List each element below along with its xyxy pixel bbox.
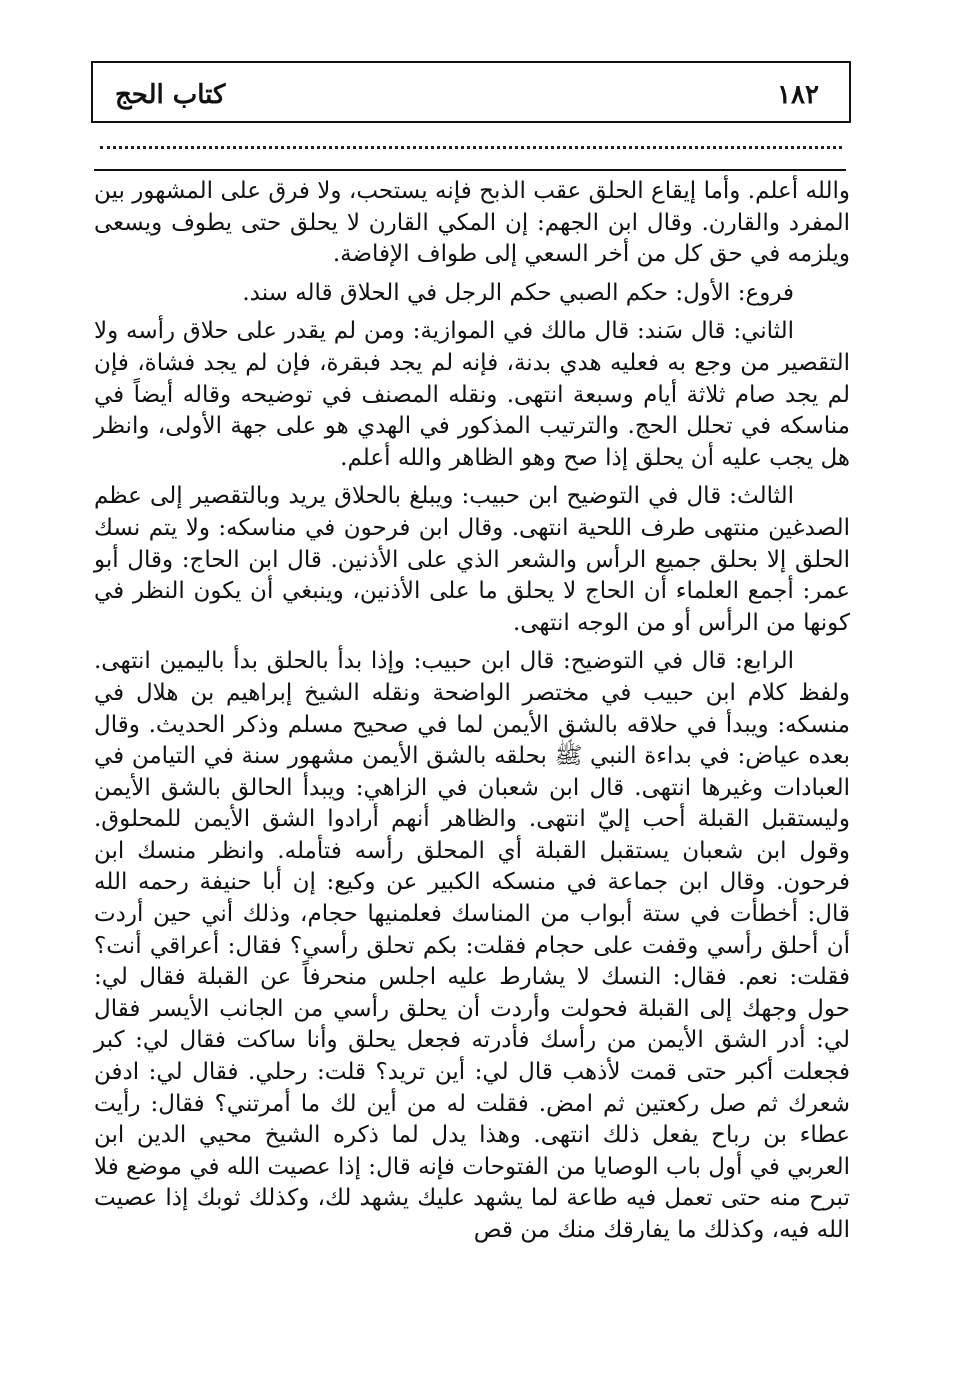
paragraph-fourth: الرابع: قال في التوضيح: قال ابن حبيب: وإذا بدأ بالحلق بدأ باليمين انتهى. ولفظ كلام ابن حبيب في مختصر الواضحة ونقله الشيخ إبراهيم بن هلال في منسكه: ويبدأ في حلاقه بالشق الأيمن لما في صحيح مسلم وذكر الحديث. وقال بعده عياض: في بداءة النبي ﷺ بحلقه بالشق الأيمن مشهور سنة في التيامن في العبادات وغيرها انتهى. قال ابن شعبان في الزاهي: ويبدأ الحالق بالشق الأيمن وليستقبل القبلة أحب إليّ انتهى. والظاهر أنهم أرادوا الشق الأيمن للمحلوق. وقول ابن شعبان يستقبل القبلة أي المحلق رأسه فتأمله. وانظر منسك ابن فرحون. وقال ابن جماعة في منسكه الكبير عن وكيع: إن أبا حنيفة رحمه الله قال: أخطأت في ستة أبواب من المناسك فعلمنيها حجام، وذلك أني حين أردت أن أحلق رأسي وقفت على حجام فقلت: بكم تحلق رأسي؟ فقال: أعراقي أنت؟ فقلت: نعم. فقال: النسك لا يشارط عليه اجلس منحرفاً عن القبلة فقال لي: حول وجهك إلى القبلة فحولت وأردت أن يحلق رأسي من الجانب الأيسر فقال لي: أدر الشق الأيمن من رأسك فأدرته فجعل يحلق وأنا ساكت فقال لي: كبر فجعلت أكبر حتى قمت لأذهب قال لي: أين تريد؟ قلت: رحلي. فقال لي: ادفن شعرك ثم صل ركعتين ثم امض. فقلت له من أين لك ما أمرتني؟ فقال: رأيت عطاء بن رباح يفعل ذلك انتهى. وهذا يدل لما ذكره الشيخ محيي الدين ابن العربي في أول باب الوصايا من الفتوحات فإنه قال: إذا عصيت الله في موضع فلا تبرح منه حتى تعمل فيه طاعة لما يشهد عليك يشهد لك، وكذلك ثوبك إذا عصيت الله فيه، وكذلك ما يفارقك منك من قص xyxy=(94,648,850,1243)
page-header xyxy=(91,61,851,123)
dotted-divider xyxy=(100,146,842,149)
paragraph-furu-first: فروع: الأول: حكم الصبي حكم الرجل في الحلاق قاله سند. xyxy=(242,279,794,306)
paragraph-third: الثالث: قال في التوضيح ابن حبيب: ويبلغ بالحلاق يريد وبالتقصير إلى عظم الصدغين منتهى طرف اللحية انتهى. وقال ابن فرحون في مناسكه: ولا يتم نسك الحلق إلا بحلق جميع الرأس والشعر الذي على الأذنين. قال ابن الحاج: وقال أبو عمر: أجمع العلماء أن الحاج لا يحلق ما على الأذنين، وينبغي أن يكون النظر في كونها من الرأس أو من الوجه انتهى. xyxy=(94,483,850,636)
page-body xyxy=(94,176,850,1254)
page-number: ١٨٢ xyxy=(777,80,819,110)
paragraph-second: الثاني: قال سَند: قال مالك في الموازية: ومن لم يقدر على حلاق رأسه ولا التقصير من وجع به فعليه هدي بدنة، فإنه لم يجد فبقرة، فإن لم يجد فشاة، فإن لم يجد صام ثلاثة أيام وسبعة انتهى. ونقله المصنف في توضيحه وقاله أيضاً في مناسكه في تحلل الحج. والترتيب المذكور في الهدي هو على جهة الأولى، وانظر هل يجب عليه أن يحلق إذا صح وهو الظاهر والله أعلم. xyxy=(94,318,850,471)
book-title: كتاب الحج xyxy=(115,80,226,110)
solid-divider xyxy=(94,169,846,171)
paragraph-intro: والله أعلم. وأما إيقاع الحلق عقب الذبح فإنه يستحب، ولا فرق على المشهور بين المفرد والقارن. وقال ابن الجهم: إن المكي القارن لا يحلق حتى يطوف ويسعى ويلزمه في حق كل من أخر السعي إلى طواف الإفاضة. xyxy=(94,178,850,268)
